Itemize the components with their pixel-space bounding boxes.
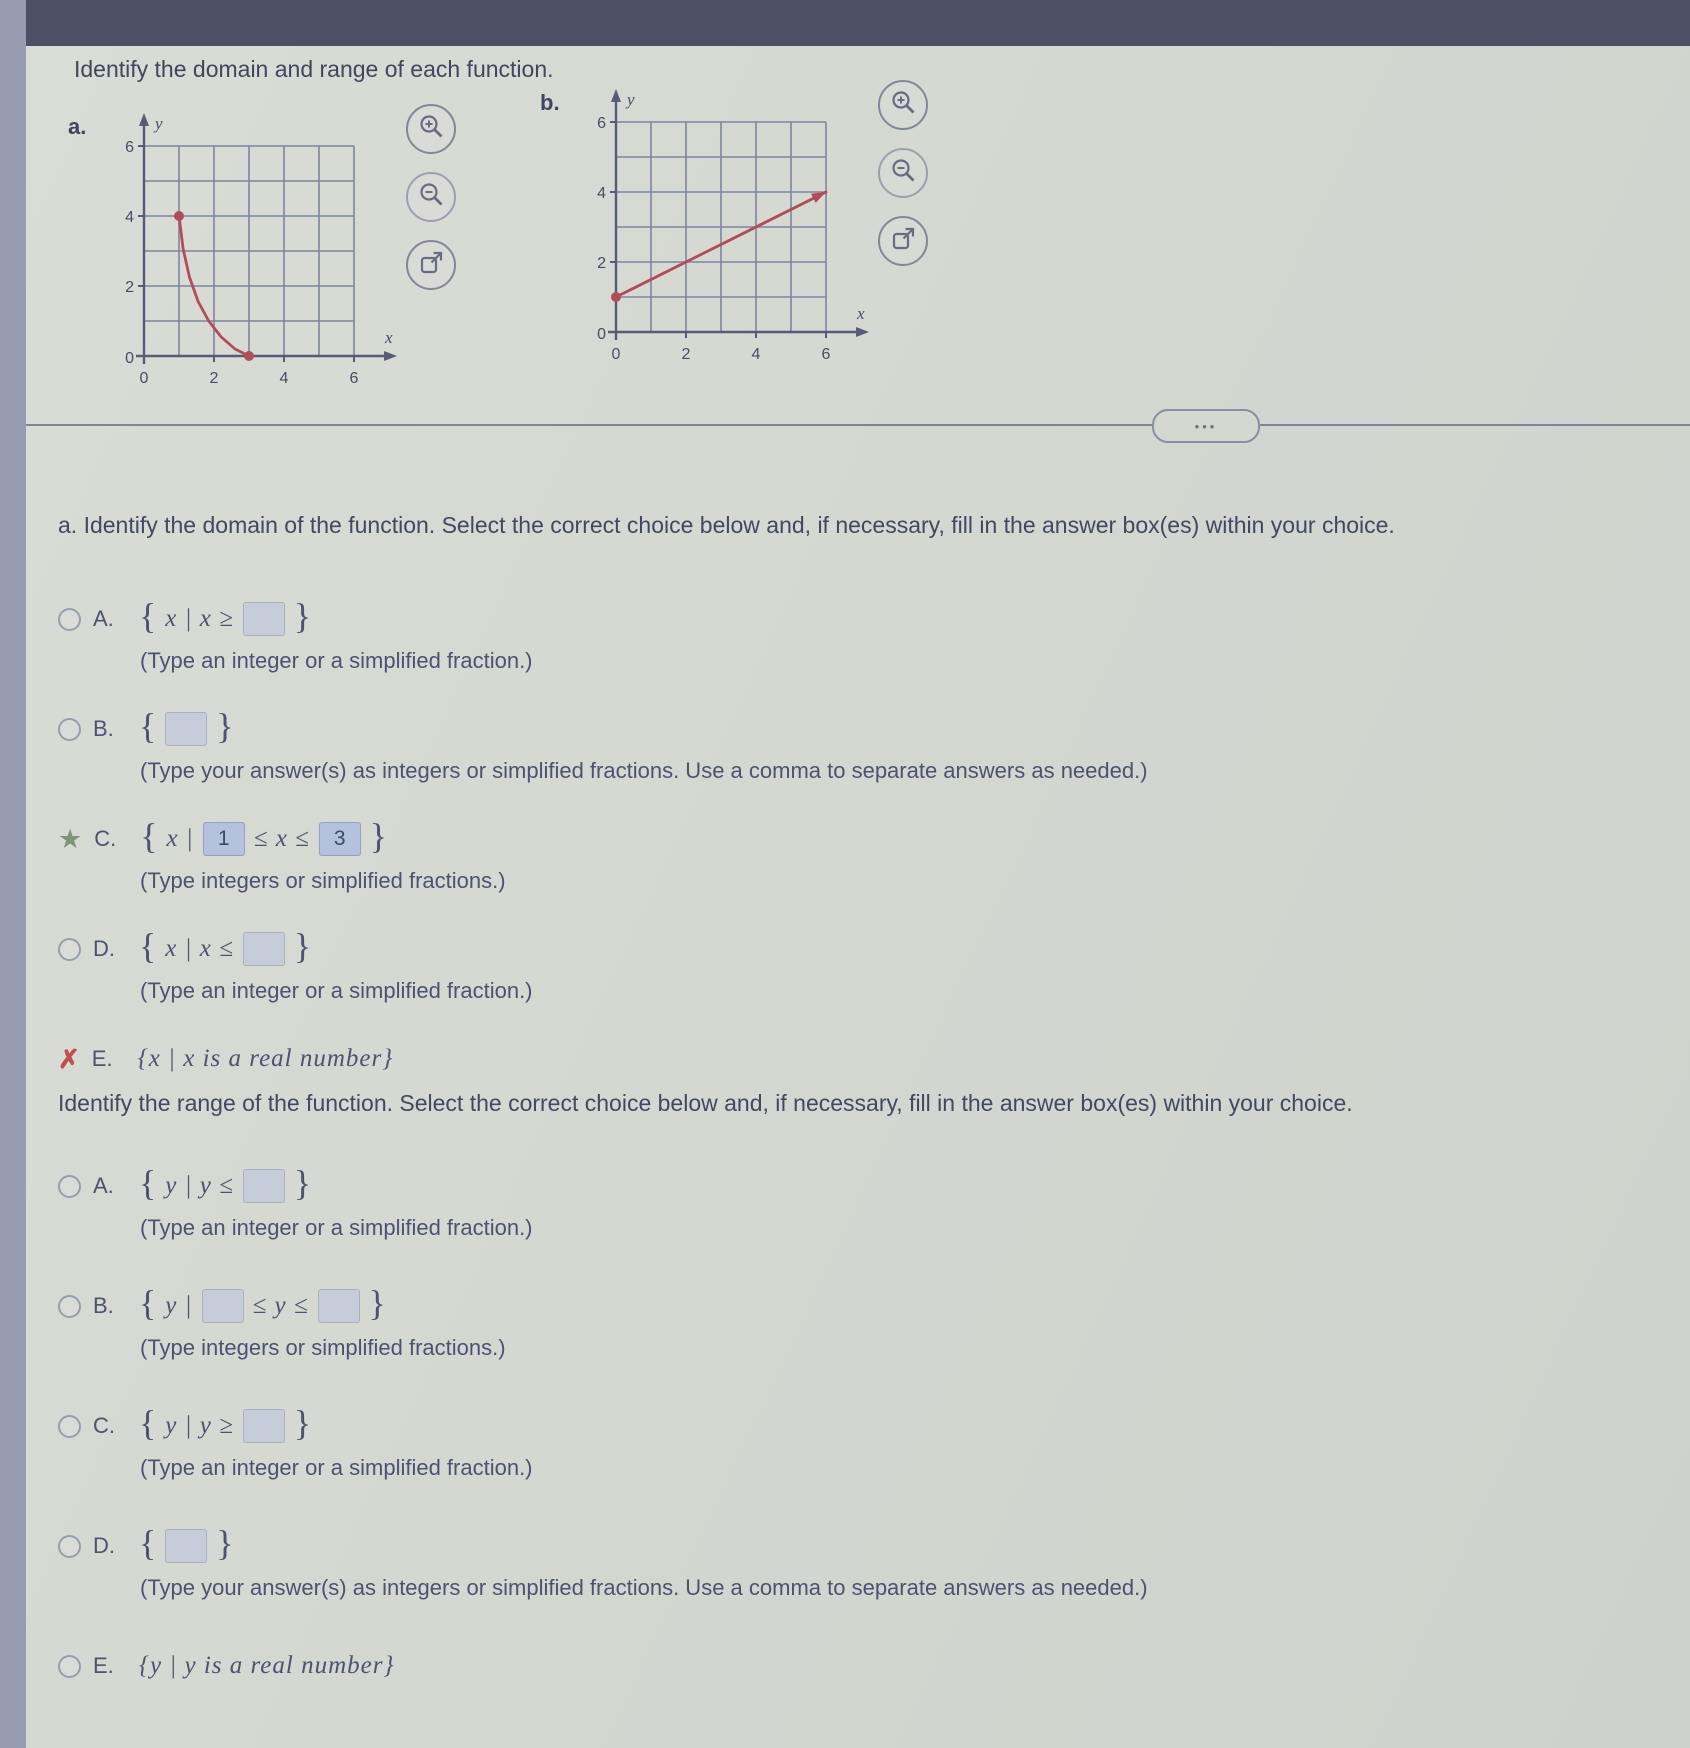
option-B [58, 708, 1658, 784]
graph-a-tools [406, 104, 456, 290]
option-letter: D. [93, 1533, 115, 1558]
screen-left-bezel [0, 0, 26, 1748]
expand-icon [418, 249, 445, 281]
svg-text:2: 2 [597, 255, 606, 272]
answer-box[interactable]: 3 [319, 822, 361, 856]
graph-b-plot [570, 76, 880, 381]
option-formula [139, 1523, 234, 1564]
radio-button[interactable] [58, 1655, 81, 1678]
option-E [58, 1645, 1658, 1687]
option-A [58, 1165, 1658, 1241]
expand-button[interactable] [406, 240, 456, 290]
graph-b-label: b. [540, 90, 560, 115]
incorrect-x-icon: ✗ [58, 1044, 80, 1074]
formula-text: ≤ y ≤ [252, 1292, 309, 1319]
formula-text: ≤ x ≤ [253, 825, 310, 852]
formula-text: x | x ≤ [165, 935, 234, 962]
selected-answer-star-icon[interactable]: ★ [58, 823, 83, 854]
option-letter: E. [93, 1653, 114, 1678]
option-formula [139, 596, 312, 637]
option-formula [139, 706, 234, 747]
svg-text:6: 6 [349, 370, 359, 387]
option-D [58, 1525, 1658, 1601]
svg-text:4: 4 [597, 185, 606, 202]
formula-brace: { [139, 1163, 157, 1203]
radio-button[interactable] [58, 1535, 81, 1558]
answer-box[interactable] [243, 1409, 285, 1443]
option-D [58, 928, 1658, 1004]
svg-text:2: 2 [125, 279, 134, 296]
option-helper-text: (Type an integer or a simplified fraction.) [140, 978, 533, 1003]
graph-a-label: a. [68, 114, 87, 139]
option-letter: A. [93, 606, 114, 631]
graph-a-plot [98, 100, 408, 405]
svg-text:0: 0 [139, 370, 149, 387]
option-formula [139, 1283, 386, 1324]
zoom-out-button[interactable] [878, 148, 928, 198]
zoom-out-icon [418, 181, 445, 213]
option-formula [140, 816, 388, 857]
answer-box[interactable] [243, 1169, 285, 1203]
expand-icon [890, 225, 917, 257]
option-E [58, 1038, 1658, 1080]
option-formula [139, 926, 312, 967]
answer-box[interactable] [243, 932, 285, 966]
zoom-in-button[interactable] [878, 80, 928, 130]
option-B [58, 1285, 1658, 1361]
formula-text: {x | x is a real number} [137, 1045, 394, 1072]
radio-button[interactable] [58, 718, 81, 741]
formula-brace: } [216, 1523, 234, 1563]
svg-text:x: x [857, 304, 865, 323]
svg-text:0: 0 [597, 326, 606, 343]
zoom-out-button[interactable] [406, 172, 456, 222]
formula-text: x | x ≥ [165, 605, 234, 632]
formula-brace: } [293, 1403, 312, 1443]
option-formula [139, 1403, 312, 1444]
formula-text: y | y ≥ [165, 1412, 234, 1439]
answer-box[interactable] [165, 712, 207, 746]
svg-text:4: 4 [279, 370, 289, 387]
formula-text: x | [166, 825, 194, 852]
formula-text: {y | y is a real number} [139, 1652, 395, 1679]
answer-box[interactable]: 1 [203, 822, 245, 856]
svg-text:2: 2 [681, 346, 691, 363]
zoom-in-icon [418, 113, 445, 145]
answer-box[interactable] [318, 1289, 360, 1323]
svg-text:4: 4 [125, 209, 134, 226]
svg-text:0: 0 [611, 346, 621, 363]
formula-brace: } [368, 1283, 386, 1323]
option-letter: D. [93, 936, 115, 961]
option-C [58, 1405, 1658, 1481]
formula-brace: } [293, 596, 312, 636]
svg-text:x: x [385, 328, 393, 347]
answer-box[interactable] [243, 602, 285, 636]
option-letter: B. [93, 1293, 114, 1318]
formula-brace: { [139, 1283, 157, 1323]
section-divider [26, 418, 1690, 434]
option-A [58, 598, 1658, 674]
formula-brace: { [139, 1403, 157, 1443]
radio-button[interactable] [58, 1175, 81, 1198]
radio-button[interactable] [58, 1295, 81, 1318]
option-helper-text: (Type your answer(s) as integers or simplified fractions. Use a comma to separate answers as needed.) [140, 758, 1148, 783]
graph-b-tools [878, 80, 928, 266]
graph-b-block [540, 76, 1010, 396]
svg-text:y: y [155, 114, 163, 133]
svg-text:4: 4 [751, 346, 761, 363]
formula-brace: } [369, 816, 388, 856]
option-helper-text: (Type an integer or a simplified fraction.) [140, 648, 533, 673]
option-formula [139, 1652, 394, 1680]
formula-brace: } [216, 706, 234, 746]
option-formula [138, 1045, 393, 1073]
option-helper-text: (Type integers or simplified fractions.) [140, 868, 506, 893]
svg-text:6: 6 [125, 139, 134, 156]
svg-text:0: 0 [125, 350, 134, 367]
radio-button[interactable] [58, 1415, 81, 1438]
zoom-in-button[interactable] [406, 104, 456, 154]
formula-brace: { [139, 596, 157, 636]
option-helper-text: (Type an integer or a simplified fraction.) [140, 1455, 533, 1480]
formula-text: y | [165, 1292, 193, 1319]
expand-button[interactable] [878, 216, 928, 266]
option-helper-text: (Type an integer or a simplified fraction.) [140, 1215, 533, 1240]
option-helper-text: (Type your answer(s) as integers or simplified fractions. Use a comma to separate answers as needed.) [140, 1575, 1148, 1600]
browser-top-bar [26, 0, 1690, 46]
answer-box[interactable] [165, 1529, 207, 1563]
question-title: Identify the domain and range of each function. [74, 56, 554, 82]
ellipsis-dots: ••• [1194, 418, 1218, 434]
formula-brace: } [293, 926, 312, 966]
more-options-button[interactable] [1152, 409, 1260, 443]
range-prompt: Identify the range of the function. Select the correct choice below and, if necessary, fill in the answer box(es) within your choice. [58, 1090, 1353, 1116]
formula-brace: { [140, 816, 158, 856]
answer-box[interactable] [202, 1289, 244, 1323]
option-letter: B. [93, 716, 114, 741]
domain-prompt: a. Identify the domain of the function. Select the correct choice below and, if necessary, fill in the answer box(es) within your choice. [58, 512, 1395, 538]
option-letter: E. [91, 1046, 113, 1071]
radio-button[interactable] [58, 938, 81, 961]
option-letter: C. [94, 826, 117, 851]
option-C [58, 818, 1658, 894]
domain-options-list [58, 598, 1658, 1114]
formula-text: y | y ≤ [165, 1172, 234, 1199]
range-options-list [58, 1165, 1658, 1731]
option-letter: A. [93, 1173, 114, 1198]
svg-text:6: 6 [821, 346, 831, 363]
svg-text:2: 2 [209, 370, 219, 387]
option-formula [139, 1163, 312, 1204]
option-helper-text: (Type integers or simplified fractions.) [140, 1335, 506, 1360]
graph-a-block [68, 100, 538, 420]
option-letter: C. [93, 1413, 115, 1438]
svg-text:6: 6 [597, 115, 606, 132]
zoom-in-icon [890, 89, 917, 121]
zoom-out-icon [890, 157, 917, 189]
radio-button[interactable] [58, 608, 81, 631]
graph-svg [570, 76, 880, 376]
formula-brace: { [139, 1523, 157, 1563]
formula-brace: } [293, 1163, 312, 1203]
svg-text:y: y [627, 90, 635, 109]
formula-brace: { [139, 926, 157, 966]
graph-svg [98, 100, 408, 400]
formula-brace: { [139, 706, 157, 746]
